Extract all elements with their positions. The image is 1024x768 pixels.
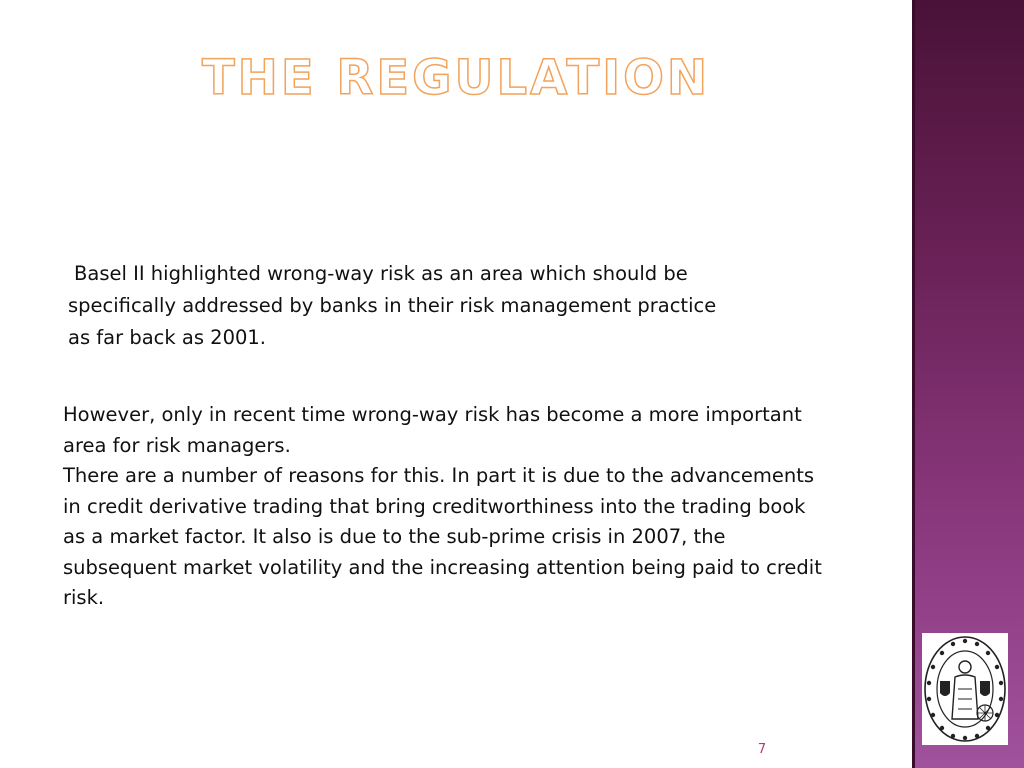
intro-line-2: specifically addressed by banks in their risk management practice: [68, 294, 717, 317]
intro-paragraph: [68, 258, 838, 354]
intro-line-3: as far back as 2001.: [68, 326, 267, 349]
page-number: 7: [757, 742, 767, 757]
intro-line-1: Basel II highlighted wrong-way risk as an area which should be: [74, 262, 688, 285]
slide-title: THE REGULATION: [201, 50, 711, 106]
university-seal-icon: [922, 633, 1008, 745]
body-paragraph: [63, 400, 833, 614]
body-sentence-2: There are a number of reasons for this. In part it is due to the advancements in credit derivative trading that bring creditworthiness into the trading book as a market factor. It also is due to the sub-prime crisis in 2007, the subsequent market volatility and the increasing attention being paid to credit risk.: [63, 464, 822, 609]
sidebar-edge: [912, 0, 915, 768]
body-sentence-1: However, only in recent time wrong-way risk has become a more important area for risk managers.: [63, 403, 802, 457]
